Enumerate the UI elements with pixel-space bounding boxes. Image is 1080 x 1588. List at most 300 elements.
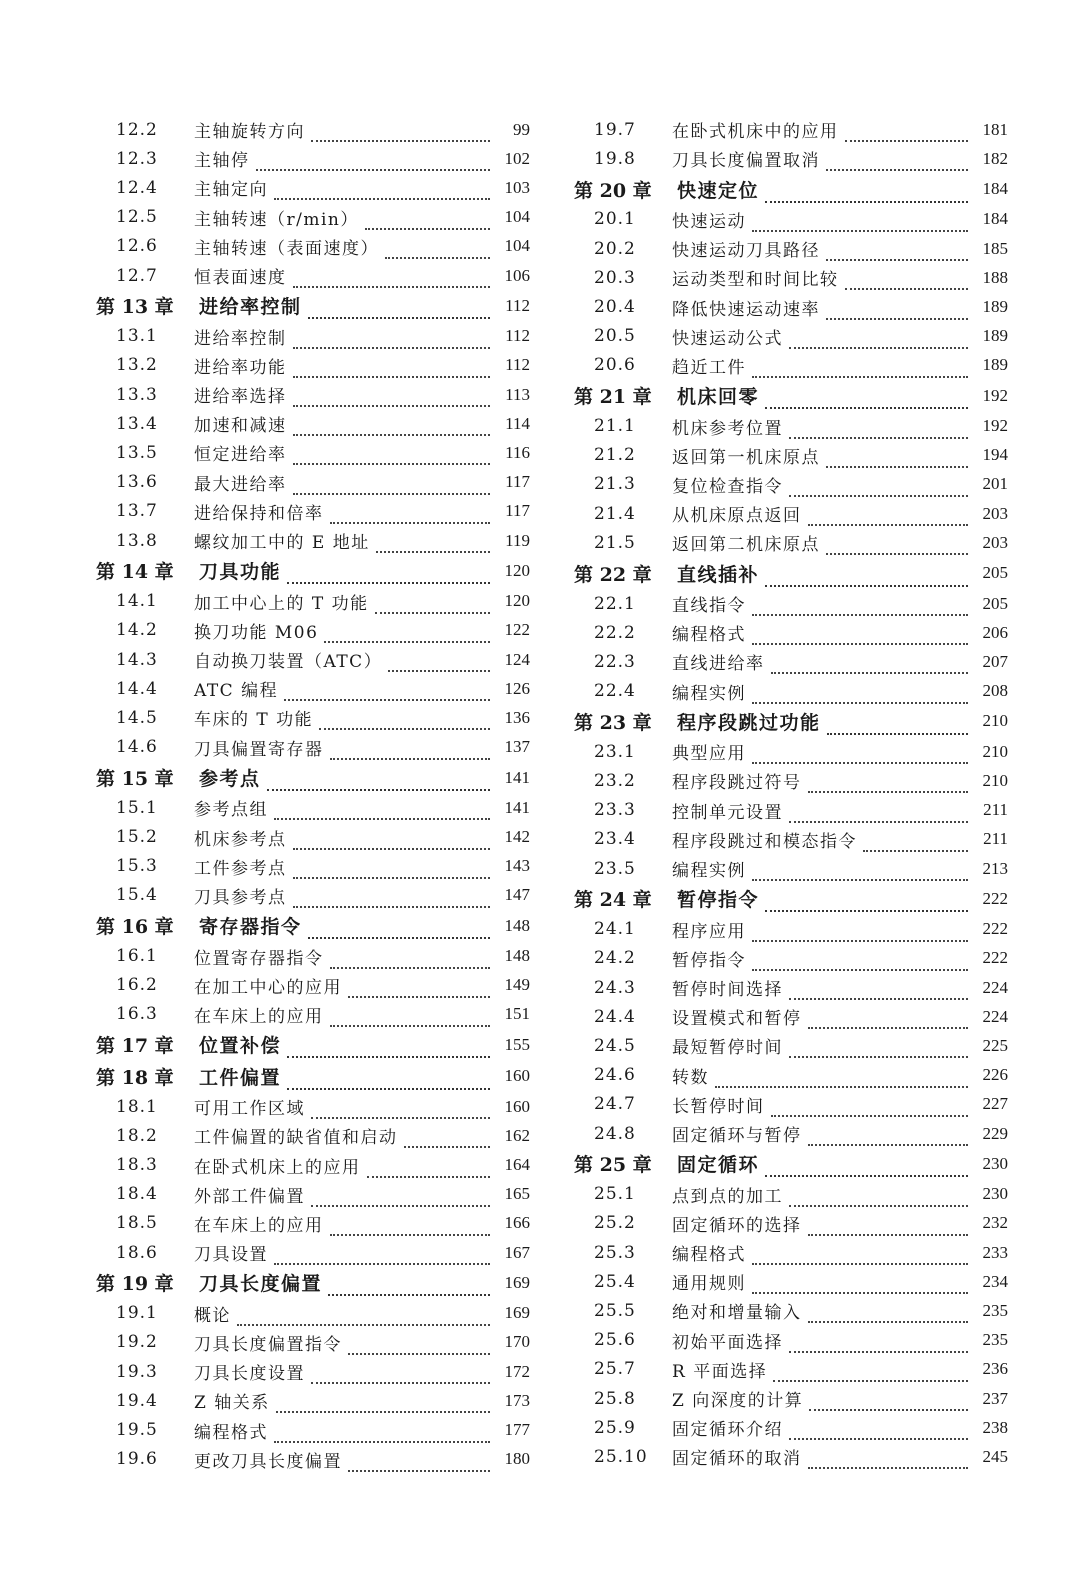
- section-title: 点到点的加工: [672, 1186, 783, 1207]
- dot-leader: [845, 271, 969, 290]
- chapter-title: 位置补偿: [199, 1035, 282, 1058]
- toc-section-entry: [96, 1092, 530, 1121]
- section-number: 23.3: [594, 800, 636, 821]
- page-number: 229: [982, 1123, 1008, 1143]
- section-number: 25.7: [594, 1359, 636, 1380]
- section-number: 23.5: [594, 858, 636, 879]
- section-number: 13.6: [116, 472, 158, 493]
- page-number: 141: [504, 797, 530, 817]
- dot-leader: [348, 979, 490, 998]
- section-title: 典型应用: [672, 744, 746, 765]
- section-title: 固定循环的取消: [672, 1449, 802, 1470]
- chapter-title: 寄存器指令: [199, 916, 302, 939]
- dot-leader: [752, 685, 968, 704]
- section-number: 25.2: [594, 1213, 636, 1234]
- toc-section-entry: [96, 409, 530, 438]
- toc-section-entry: [574, 677, 1008, 706]
- toc-chapter-entry: [574, 883, 1008, 915]
- section-title: 在加工中心的应用: [194, 977, 342, 998]
- page-number: 165: [504, 1184, 530, 1204]
- dot-leader: [752, 1275, 968, 1294]
- dot-leader: [274, 1424, 490, 1443]
- toc-section-entry: [574, 1296, 1008, 1325]
- section-number: 23.1: [594, 741, 636, 762]
- section-number: 12.4: [116, 177, 158, 198]
- dot-leader: [809, 1392, 968, 1411]
- toc-column-left: [96, 115, 530, 1474]
- section-title: R 平面选择: [672, 1361, 768, 1382]
- toc-section-entry: [96, 438, 530, 467]
- dot-leader: [773, 1363, 968, 1382]
- section-title: 编程格式: [672, 1245, 746, 1266]
- toc-chapter-entry: [574, 380, 1008, 412]
- section-title: 固定循环与暂停: [672, 1126, 802, 1147]
- page-number: 164: [504, 1155, 530, 1175]
- dot-leader: [330, 1008, 491, 1027]
- page-number: 192: [982, 385, 1008, 405]
- chapter-number: 第 16 章: [96, 916, 174, 939]
- toc-section-entry: [574, 766, 1008, 795]
- dot-leader: [808, 1450, 969, 1469]
- dot-leader: [284, 682, 490, 701]
- toc-section-entry: [96, 1386, 530, 1415]
- dot-leader: [808, 1304, 969, 1323]
- page-number: 141: [504, 767, 530, 787]
- chapter-title: 刀具功能: [199, 561, 282, 584]
- toc-section-entry: [574, 1384, 1008, 1413]
- page-number: 208: [982, 681, 1008, 701]
- page-number: 180: [504, 1449, 530, 1469]
- toc-column-right: [574, 115, 1008, 1472]
- page-number: 211: [983, 800, 1008, 820]
- toc-section-entry: [96, 144, 530, 173]
- chapter-number: 第 24 章: [574, 889, 652, 912]
- dot-leader: [752, 952, 968, 971]
- section-number: 19.1: [116, 1303, 158, 1324]
- section-title: 参考点组: [194, 800, 268, 821]
- toc-section-entry: [574, 1031, 1008, 1060]
- section-number: 25.9: [594, 1417, 636, 1438]
- page-number: 122: [504, 620, 530, 640]
- page-number: 189: [982, 297, 1008, 317]
- toc-section-entry: [96, 1445, 530, 1474]
- toc-section-entry: [96, 1209, 530, 1238]
- section-title: 主轴旋转方向: [194, 122, 305, 143]
- toc-section-entry: [96, 587, 530, 616]
- page-number: 112: [505, 355, 530, 375]
- page-number: 210: [982, 741, 1008, 761]
- section-title: Z 向深度的计算: [672, 1391, 804, 1412]
- page-number: 160: [504, 1066, 530, 1086]
- section-number: 13.4: [116, 413, 158, 434]
- page-number: 203: [982, 503, 1008, 523]
- toc-section-entry: [574, 1180, 1008, 1209]
- toc-chapter-entry: [574, 1148, 1008, 1180]
- page-number: 210: [982, 711, 1008, 731]
- section-number: 25.10: [594, 1446, 648, 1467]
- section-title: 设置模式和暂停: [672, 1009, 802, 1030]
- page-number: 103: [504, 177, 530, 197]
- page-number: 224: [982, 977, 1008, 997]
- toc-section-entry: [574, 1326, 1008, 1355]
- section-title: 刀具偏置寄存器: [194, 739, 324, 760]
- toc-section-entry: [96, 645, 530, 674]
- section-number: 15.3: [116, 856, 158, 877]
- chapter-number: 第 22 章: [574, 563, 652, 586]
- chapter-number: 第 13 章: [96, 296, 174, 319]
- toc-section-entry: [574, 737, 1008, 766]
- dot-leader: [752, 597, 968, 616]
- section-title: 从机床原点返回: [672, 506, 802, 527]
- dot-leader: [752, 213, 968, 232]
- page-number: 136: [504, 707, 530, 727]
- section-title: 自动换刀装置（ATC）: [194, 652, 383, 673]
- toc-section-entry: [96, 380, 530, 409]
- toc-section-entry: [96, 351, 530, 380]
- page-number: 116: [505, 442, 530, 462]
- dot-leader: [293, 831, 491, 850]
- section-title: 加速和减速: [194, 416, 287, 437]
- section-title: 运动类型和时间比较: [672, 270, 839, 291]
- page-number: 211: [983, 829, 1008, 849]
- dot-leader: [752, 626, 968, 645]
- dot-leader: [293, 330, 491, 349]
- section-number: 21.3: [594, 474, 636, 495]
- dot-leader: [827, 714, 968, 735]
- section-title: Z 轴关系: [194, 1393, 270, 1414]
- section-number: 18.6: [116, 1242, 158, 1263]
- section-number: 12.7: [116, 265, 158, 286]
- chapter-number: 第 20 章: [574, 179, 652, 202]
- section-number: 14.1: [116, 591, 158, 612]
- toc-section-entry: [96, 173, 530, 202]
- dot-leader: [826, 536, 968, 555]
- dot-leader: [308, 298, 490, 319]
- toc-section-entry: [574, 441, 1008, 470]
- dot-leader: [375, 595, 490, 614]
- toc-section-entry: [574, 1355, 1008, 1384]
- section-number: 25.8: [594, 1388, 636, 1409]
- page-number: 185: [982, 238, 1008, 258]
- section-number: 19.4: [116, 1390, 158, 1411]
- toc-section-entry: [574, 1090, 1008, 1119]
- chapter-title: 进给率控制: [199, 296, 302, 319]
- section-number: 16.1: [116, 946, 158, 967]
- page-number: 194: [982, 445, 1008, 465]
- section-title: 工件偏置的缺省值和启动: [194, 1128, 398, 1149]
- section-number: 24.4: [594, 1006, 636, 1027]
- page-number: 234: [982, 1271, 1008, 1291]
- dot-leader: [348, 1453, 490, 1472]
- section-number: 19.2: [116, 1332, 158, 1353]
- dot-leader: [388, 653, 490, 672]
- toc-chapter-entry: [574, 557, 1008, 589]
- page-number: 149: [504, 975, 530, 995]
- section-title: 控制单元设置: [672, 802, 783, 823]
- toc-section-entry: [96, 822, 530, 851]
- chapter-title: 暂停指令: [677, 889, 760, 912]
- page-number: 189: [982, 326, 1008, 346]
- chapter-number: 第 21 章: [574, 386, 652, 409]
- section-title: 固定循环介绍: [672, 1420, 783, 1441]
- section-title: 返回第一机床原点: [672, 447, 820, 468]
- toc-section-entry: [574, 854, 1008, 883]
- section-title: 刀具长度设置: [194, 1364, 305, 1385]
- section-number: 14.5: [116, 707, 158, 728]
- dot-leader: [311, 1365, 490, 1384]
- dot-leader: [752, 1246, 968, 1265]
- section-title: 直线进给率: [672, 654, 765, 675]
- toc-section-entry: [574, 618, 1008, 647]
- chapter-number: 第 18 章: [96, 1066, 174, 1089]
- toc-section-entry: [574, 589, 1008, 618]
- dot-leader: [293, 446, 491, 465]
- dot-leader: [789, 981, 968, 1000]
- section-number: 24.8: [594, 1123, 636, 1144]
- page-number: 205: [982, 593, 1008, 613]
- chapter-title: 刀具长度偏置: [199, 1273, 323, 1296]
- section-number: 18.2: [116, 1125, 158, 1146]
- toc-section-entry: [96, 1299, 530, 1328]
- section-title: 位置寄存器指令: [194, 948, 324, 969]
- page-number: 151: [504, 1004, 530, 1024]
- toc-section-entry: [96, 497, 530, 526]
- toc-section-entry: [96, 115, 530, 144]
- section-number: 25.3: [594, 1242, 636, 1263]
- chapter-title: 快速定位: [677, 179, 760, 202]
- section-number: 22.2: [594, 622, 636, 643]
- section-number: 18.5: [116, 1213, 158, 1234]
- dot-leader: [771, 655, 969, 674]
- chapter-number: 第 15 章: [96, 768, 174, 790]
- toc-chapter-entry: [96, 1267, 530, 1299]
- toc-section-entry: [574, 944, 1008, 973]
- toc-section-entry: [96, 468, 530, 497]
- page-number: 235: [982, 1300, 1008, 1320]
- section-number: 14.2: [116, 620, 158, 641]
- section-title: 在车床上的应用: [194, 1215, 324, 1236]
- section-number: 21.1: [594, 416, 636, 437]
- chapter-title: 参考点: [199, 768, 261, 790]
- toc-section-entry: [574, 915, 1008, 944]
- dot-leader: [808, 507, 969, 526]
- page-number: 222: [982, 888, 1008, 908]
- page-number: 167: [504, 1242, 530, 1262]
- section-title: 程序应用: [672, 921, 746, 942]
- section-title: 绝对和增量输入: [672, 1303, 802, 1324]
- dot-leader: [765, 1156, 968, 1177]
- dot-leader: [293, 860, 491, 879]
- page-number: 206: [982, 622, 1008, 642]
- page-number: 170: [504, 1332, 530, 1352]
- section-number: 16.2: [116, 975, 158, 996]
- page-number: 177: [504, 1420, 530, 1440]
- page-number: 181: [982, 119, 1008, 139]
- section-title: 更改刀具长度偏置: [194, 1451, 342, 1472]
- page-number: 102: [504, 148, 530, 168]
- toc-section-entry: [574, 1002, 1008, 1031]
- section-number: 18.4: [116, 1184, 158, 1205]
- dot-leader: [287, 563, 490, 584]
- page-number: 236: [982, 1359, 1008, 1379]
- dot-leader: [287, 1069, 490, 1090]
- dot-leader: [826, 301, 968, 320]
- section-number: 24.7: [594, 1094, 636, 1115]
- chapter-title: 机床回零: [677, 386, 760, 409]
- page-number: 112: [505, 326, 530, 346]
- toc-section-entry: [574, 1442, 1008, 1471]
- dot-leader: [308, 918, 490, 939]
- section-title: 降低快速运动速率: [672, 299, 820, 320]
- page-number: 226: [982, 1065, 1008, 1085]
- section-number: 18.3: [116, 1155, 158, 1176]
- dot-leader: [765, 891, 968, 912]
- toc-section-entry: [96, 322, 530, 351]
- dot-leader: [311, 1188, 490, 1207]
- section-title: 最大进给率: [194, 474, 287, 495]
- toc-section-entry: [96, 1121, 530, 1150]
- toc-section-entry: [574, 234, 1008, 263]
- section-title: 编程格式: [194, 1422, 268, 1443]
- toc-section-entry: [96, 1238, 530, 1267]
- chapter-number: 第 23 章: [574, 711, 652, 734]
- chapter-number: 第 25 章: [574, 1154, 652, 1177]
- toc-section-entry: [574, 1267, 1008, 1296]
- dot-leader: [385, 240, 490, 259]
- dot-leader: [293, 359, 491, 378]
- section-title: 机床参考位置: [672, 418, 783, 439]
- section-number: 25.5: [594, 1300, 636, 1321]
- dot-leader: [293, 269, 491, 288]
- page-number: 169: [504, 1272, 530, 1292]
- dot-leader: [789, 1334, 968, 1353]
- section-number: 25.4: [594, 1271, 636, 1292]
- dot-leader: [365, 211, 490, 230]
- section-title: 通用规则: [672, 1274, 746, 1295]
- toc-section-entry: [574, 412, 1008, 441]
- page-number: 230: [982, 1184, 1008, 1204]
- section-title: 在卧式机床上的应用: [194, 1157, 361, 1178]
- dot-leader: [845, 123, 969, 142]
- page-number: 227: [982, 1094, 1008, 1114]
- page-number: 188: [982, 267, 1008, 287]
- dot-leader: [752, 862, 968, 881]
- section-number: 19.6: [116, 1449, 158, 1470]
- toc-section-entry: [574, 144, 1008, 173]
- dot-leader: [287, 1037, 490, 1058]
- dot-leader: [311, 123, 490, 142]
- section-number: 15.1: [116, 797, 158, 818]
- page-number: 104: [504, 236, 530, 256]
- page-number: 147: [504, 885, 530, 905]
- toc-section-entry: [574, 351, 1008, 380]
- toc-section-entry: [574, 205, 1008, 234]
- dot-leader: [276, 1394, 490, 1413]
- dot-leader: [789, 804, 968, 823]
- section-number: 20.4: [594, 297, 636, 318]
- section-title: 恒表面速度: [194, 268, 287, 289]
- dot-leader: [771, 1098, 969, 1117]
- page-number: 210: [982, 770, 1008, 790]
- section-title: 编程实例: [672, 683, 746, 704]
- page-number: 104: [504, 207, 530, 227]
- page-number: 166: [504, 1213, 530, 1233]
- section-number: 24.6: [594, 1065, 636, 1086]
- section-title: 刀具设置: [194, 1245, 268, 1266]
- toc-section-entry: [96, 674, 530, 703]
- page-number: 120: [504, 560, 530, 580]
- section-title: 返回第二机床原点: [672, 535, 820, 556]
- section-title: 恒定进给率: [194, 445, 287, 466]
- section-number: 21.4: [594, 503, 636, 524]
- section-title: 程序段跳过和模态指令: [672, 831, 857, 852]
- toc-chapter-entry: [96, 910, 530, 942]
- section-title: 长暂停时间: [672, 1096, 765, 1117]
- page-number: 189: [982, 355, 1008, 375]
- section-number: 18.1: [116, 1096, 158, 1117]
- toc-section-entry: [96, 1150, 530, 1179]
- page-number: 148: [504, 946, 530, 966]
- section-number: 14.3: [116, 649, 158, 670]
- chapter-title: 程序段跳过功能: [677, 711, 821, 734]
- toc-section-entry: [96, 881, 530, 910]
- section-number: 19.3: [116, 1361, 158, 1382]
- section-title: 复位检查指令: [672, 476, 783, 497]
- section-number: 13.1: [116, 326, 158, 347]
- section-title: 刀具长度偏置取消: [672, 151, 820, 172]
- dot-leader: [311, 1100, 490, 1119]
- dot-leader: [274, 181, 490, 200]
- dot-leader: [863, 833, 968, 852]
- section-number: 14.4: [116, 678, 158, 699]
- chapter-number: 第 17 章: [96, 1035, 174, 1058]
- section-number: 25.6: [594, 1330, 636, 1351]
- section-title: 进给率选择: [194, 387, 287, 408]
- toc-section-entry: [96, 733, 530, 762]
- dot-leader: [330, 1217, 491, 1236]
- dot-leader: [237, 1307, 490, 1326]
- section-title: 进给率控制: [194, 328, 287, 349]
- toc-section-entry: [96, 793, 530, 822]
- page-number: 148: [504, 915, 530, 935]
- section-number: 13.7: [116, 501, 158, 522]
- toc-section-entry: [574, 647, 1008, 676]
- section-title: 在卧式机床中的应用: [672, 122, 839, 143]
- section-number: 20.3: [594, 267, 636, 288]
- dot-leader: [256, 152, 491, 171]
- section-title: 暂停时间选择: [672, 980, 783, 1001]
- page-number: 184: [982, 209, 1008, 229]
- dot-leader: [267, 770, 490, 791]
- section-number: 23.2: [594, 770, 636, 791]
- section-title: 刀具长度偏置指令: [194, 1334, 342, 1355]
- dot-leader: [293, 476, 491, 495]
- page-number: 184: [982, 179, 1008, 199]
- dot-leader: [293, 889, 491, 908]
- section-title: 编程实例: [672, 861, 746, 882]
- section-title: 初始平面选择: [672, 1332, 783, 1353]
- dot-leader: [789, 1039, 968, 1058]
- dot-leader: [348, 1336, 490, 1355]
- toc-section-entry: [96, 526, 530, 555]
- page-number: 160: [504, 1096, 530, 1116]
- section-number: 22.3: [594, 651, 636, 672]
- section-title: 直线指令: [672, 596, 746, 617]
- dot-leader: [752, 745, 968, 764]
- dot-leader: [324, 624, 490, 643]
- page-number: 114: [505, 413, 530, 433]
- page-number: 113: [505, 384, 530, 404]
